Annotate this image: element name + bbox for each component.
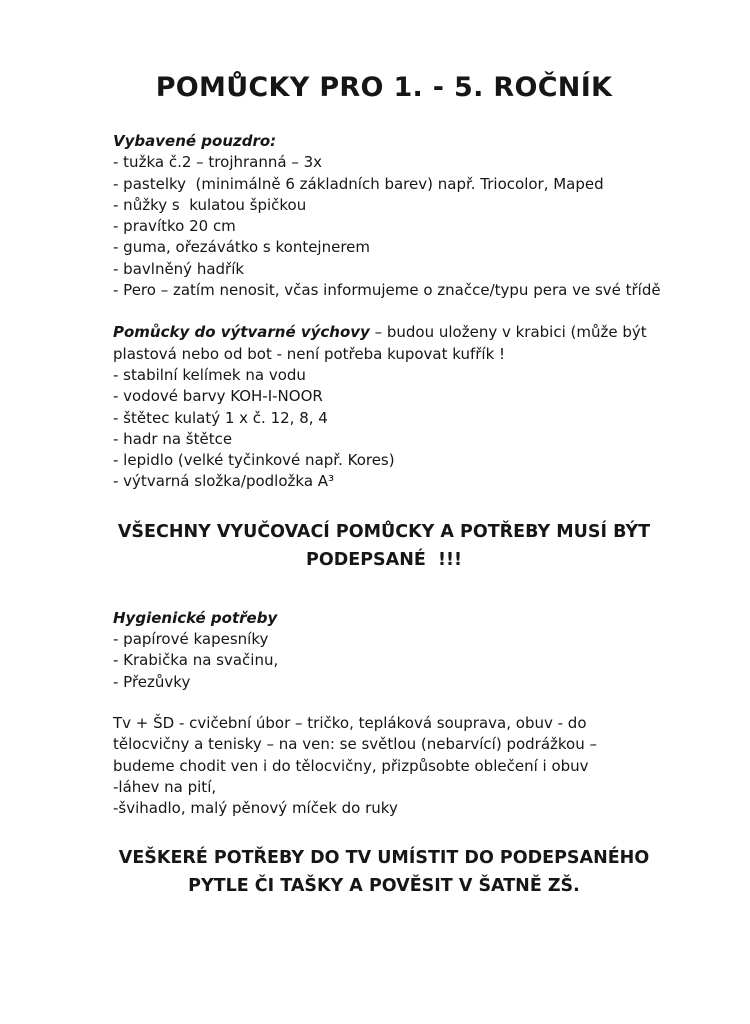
notice-line: PYTLE ČI TAŠKY A POVĚSIT V ŠATNĚ ZŠ. [188, 876, 580, 897]
list-line: - pastelky (minimálně 6 základních barev) např. Triocolor, Maped [113, 174, 604, 193]
notice-line: PODEPSANÉ !!! [306, 549, 462, 570]
list-line: - štětec kulatý 1 x č. 12, 8, 4 [113, 408, 328, 427]
list-line: - Přezůvky [113, 672, 191, 691]
section-pouzdro [113, 131, 661, 301]
list-line: - tužka č.2 – trojhranná – 3x [113, 153, 323, 172]
section-tv [113, 713, 655, 819]
notice-podepsane [113, 518, 655, 574]
section-intro-text: – budou uloženy v krabici (může být plastová nebo od bot - není potřeba kupovat kufřík ! [113, 323, 652, 363]
section-heading-hygiena: Hygienické potřeby [113, 608, 278, 627]
section-vytvarna [113, 322, 655, 492]
list-line: - pravítko 20 cm [113, 217, 236, 236]
document-title: POMŮCKY PRO 1. - 5. ROČNÍK [155, 72, 613, 103]
list-line: - nůžky s kulatou špičkou [113, 195, 307, 214]
list-line: - Pero – zatím nenosit, včas informujeme o značce/typu pera ve své třídě [113, 281, 661, 300]
section-heading-pouzdro: Vybavené pouzdro: [113, 132, 277, 150]
list-line: - vodové barvy KOH-I-NOOR [113, 387, 323, 406]
section-intro-vytvarna [113, 322, 655, 365]
list-line: - výtvarná složka/podložka A³ [113, 472, 335, 491]
list-line: - papírové kapesníky [113, 630, 269, 649]
list-line: -švihadlo, malý pěnový míček do ruky [113, 799, 398, 818]
list-line: - guma, ořezávátko s kontejnerem [113, 238, 371, 257]
list-line: - hadr na štětce [113, 429, 233, 448]
section-hygiena [113, 608, 655, 693]
tv-paragraph: Tv + ŠD - cvičební úbor – tričko, tepláková souprava, obuv - do tělocvičny a tenisky – na ven: se světlou (nebarvící) podrážkou – budeme chodit ven i do tělocvičny, přizpůsobte oblečení i obuv [113, 713, 602, 775]
notice-tv [113, 844, 655, 900]
list-line: - bavlněný hadřík [113, 259, 245, 278]
list-line: -láhev na pití, [113, 777, 217, 796]
notice-line: VŠECHNY VYUČOVACÍ POMŮCKY A POTŘEBY MUSÍ BÝT [117, 521, 651, 542]
notice-line: VEŠKERÉ POTŘEBY DO TV UMÍSTIT DO PODEPSANÉHO [118, 848, 650, 869]
list-line: - Krabička na svačinu, [113, 651, 279, 670]
section-heading-vytvarna: Pomůcky do výtvarné výchovy [113, 323, 370, 342]
list-line: - lepidlo (velké tyčinkové např. Kores) [113, 451, 395, 470]
list-line: - stabilní kelímek na vodu [113, 365, 306, 384]
